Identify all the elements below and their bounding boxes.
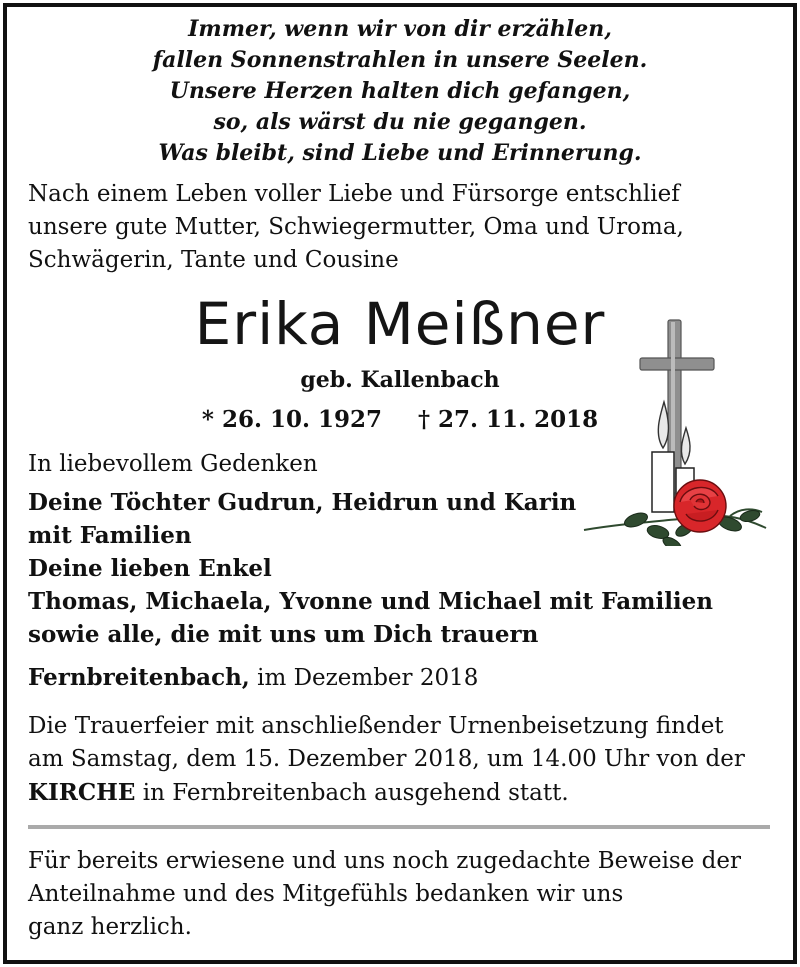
- family-line: sowie alle, die mit uns um Dich trauern: [28, 621, 539, 648]
- birth-date: * 26. 10. 1927: [201, 406, 382, 433]
- poem-line: Unsere Herzen halten dich gefangen,: [169, 78, 631, 104]
- funeral-info: [28, 710, 745, 810]
- place-date: [28, 661, 478, 695]
- family-line: Thomas, Michaela, Yvonne und Michael mit Familien: [28, 588, 714, 615]
- poem-line: Was bleibt, sind Liebe und Erinnerung.: [158, 140, 642, 166]
- intro-text: [28, 178, 684, 277]
- church-label: KIRCHE: [28, 779, 136, 806]
- thanks-text: [28, 845, 741, 944]
- funeral-line-rest: in Fernbreitenbach ausgehend statt.: [135, 780, 569, 806]
- funeral-line: [28, 776, 745, 810]
- divider: [28, 825, 770, 829]
- death-date: † 27. 11. 2018: [418, 406, 599, 433]
- funeral-line: am Samstag, dem 15. Dezember 2018, um 14.00 Uhr von der: [28, 746, 745, 772]
- funeral-line: Die Trauerfeier mit anschließender Urnenbeisetzung findet: [28, 713, 724, 739]
- family-line: Deine lieben Enkel: [28, 555, 272, 582]
- poem-line: Immer, wenn wir von dir erzählen,: [188, 16, 612, 42]
- intro-line: unsere gute Mutter, Schwiegermutter, Oma und Uroma,: [28, 214, 684, 240]
- memory-line: In liebevollem Gedenken: [28, 451, 318, 477]
- intro-line: Nach einem Leben voller Liebe und Fürsorge entschlief: [28, 181, 680, 207]
- thanks-line: Für bereits erwiesene und uns noch zugedachte Beweise der: [28, 848, 741, 874]
- cross-candles-rose-icon: [580, 316, 770, 546]
- thanks-line: ganz herzlich.: [28, 914, 192, 940]
- poem-line: fallen Sonnenstrahlen in unsere Seelen.: [152, 47, 648, 73]
- family-line: Deine Töchter Gudrun, Heidrun und Karin: [28, 489, 577, 516]
- place-town: Fernbreitenbach,: [28, 664, 250, 691]
- place-month: im Dezember 2018: [249, 665, 479, 691]
- maiden-name: geb. Kallenbach: [300, 367, 500, 393]
- intro-line: Schwägerin, Tante und Cousine: [28, 247, 399, 273]
- poem-line: so, als wärst du nie gegangen.: [213, 109, 587, 135]
- deceased-name: Erika Meißner: [194, 290, 606, 358]
- family-line: mit Familien: [28, 522, 192, 549]
- thanks-line: Anteilnahme und des Mitgefühls bedanken wir uns: [28, 881, 624, 907]
- poem: [0, 14, 800, 169]
